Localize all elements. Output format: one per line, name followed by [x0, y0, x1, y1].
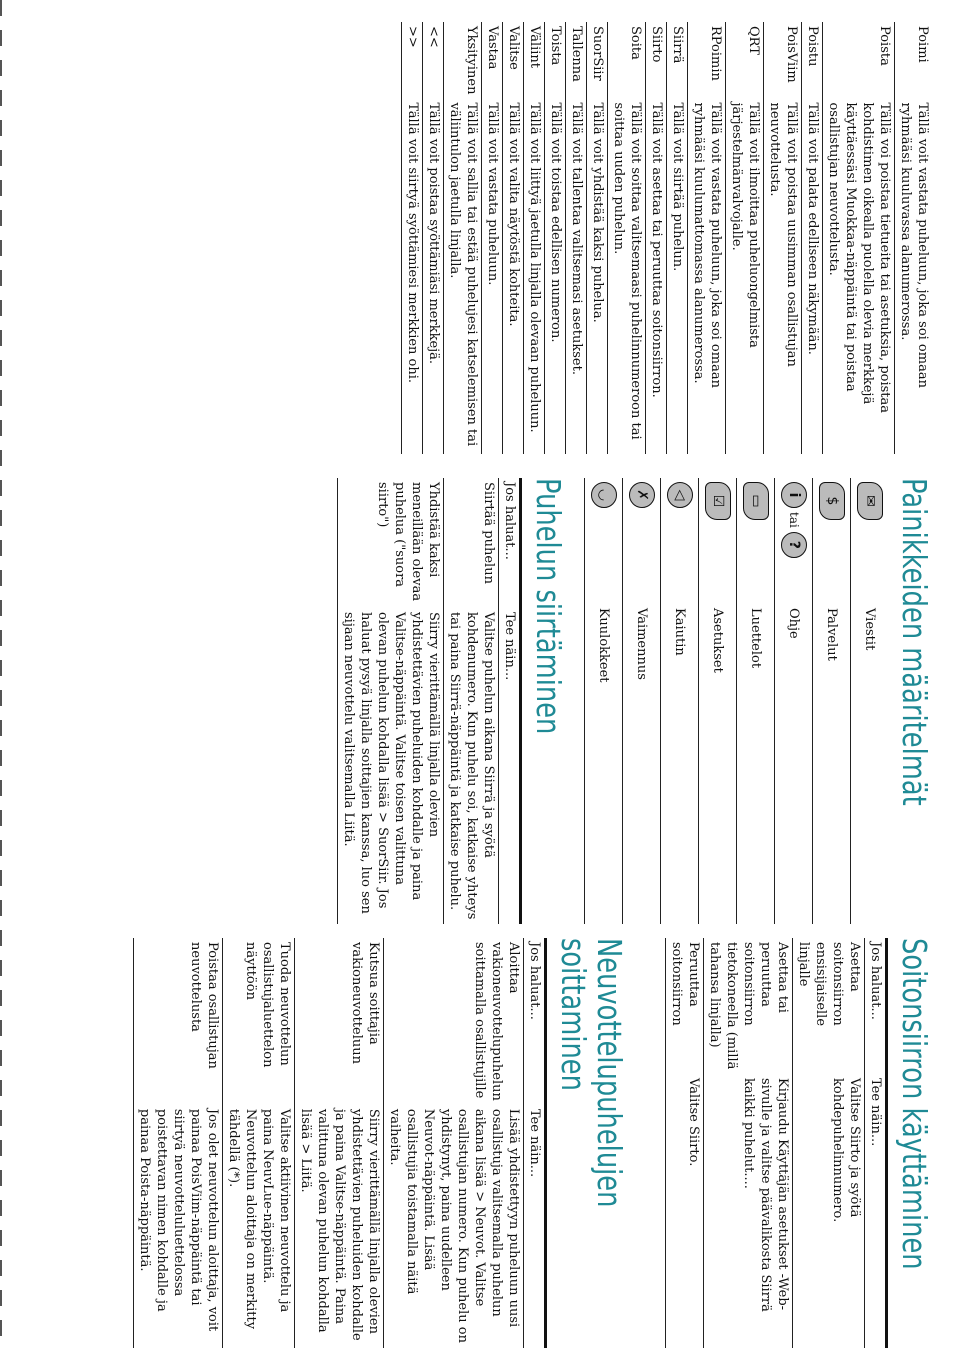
button-definitions-table	[584, 478, 888, 924]
row-description: Jos olet neuvottelun aloittaja, voit painaa PoisViim-näppäintä tai siirtyä neuvotteluluettelossa poistettavan nimen kohdalle ja painaa Poista-näppäintä.	[134, 1105, 223, 1348]
header-cell: Jos haluat...	[499, 478, 521, 608]
table-row	[802, 22, 823, 454]
table-row	[764, 22, 802, 454]
table-row	[295, 938, 384, 1348]
table-row	[646, 22, 667, 454]
row-description: Tällä voi poistaa tietueita tai asetuksia, poistaa kohdistimen oikealla puolella olevia merkkejä käyttäessäsi Muokkaa-näppäintä tai poistaa osallistujan neuvottelusta.	[823, 98, 895, 454]
button-label: Luettelot	[737, 604, 775, 924]
speaker-icon: ◁	[667, 482, 693, 508]
row-label: QRT	[726, 22, 764, 98]
row-label: Siirtää puhelun	[444, 478, 499, 608]
row-description: Kirjaudu Käyttäjän asetukset -Web-sivulle ja valitse päävalikosta Siirrä kaikki puhelut....	[704, 1074, 793, 1348]
row-description: Tällä voit asettaa tai peruuttaa soitonsiirron.	[646, 98, 667, 454]
row-description: Tällä voit ilmoittaa puheluongelmista järjestelmänvalvojalle.	[726, 98, 764, 454]
row-label: Valitse	[503, 22, 524, 98]
table-row	[775, 478, 813, 924]
button-label: Vaimennus	[623, 604, 661, 924]
row-description: Siirry vierittämällä linjalla olevien yhdistettävien puheluiden kohdalle ja paina Valitse-näppäintä. Valitse toisen valittuna olevan puhelun kohdalla lisää > SuorSiir. Jos haluat pysyä linjalla soittajien kanssa, luo sen sijaan neuvottelu valitsemalla Liitä.	[338, 608, 444, 924]
row-label: Asettaa tai peruuttaa soitonsiirron tietokoneella (millä tahansa linjalla)	[704, 938, 793, 1074]
table-header	[499, 478, 521, 924]
mute-icon: ✗	[629, 482, 655, 508]
table-row	[444, 478, 499, 924]
table-row	[134, 938, 223, 1348]
row-description: Valitse aktiivinen neuvottelu ja paina NeuvLue-näppäintä. Neuvottelun aloittaja on merkitty tähdellä (*).	[223, 1105, 295, 1348]
row-description: Tällä voit vastata puheluun, joka soi omaan ryhmääsi kuulumattomassa alanumerossa.	[688, 98, 726, 454]
table-row	[482, 22, 503, 454]
row-label: Asettaa soitonsiirron ensisijaiselle linjalle	[793, 938, 865, 1074]
button-label: Palvelut	[813, 604, 851, 924]
button-icon-cell	[775, 478, 813, 604]
table-row	[704, 938, 793, 1348]
transfer-section-title: Puhelun siirtäminen	[529, 478, 568, 735]
table-row	[545, 22, 566, 454]
row-description: Tällä voit vastata puheluun, joka soi omaan ryhmääsi kuuluvassa alanumerossa.	[895, 98, 933, 454]
header-cell: Tee näin...	[524, 1105, 546, 1348]
table-row	[623, 478, 661, 924]
table-row	[726, 22, 764, 454]
row-description: Tällä voit siirtää puhelun.	[667, 98, 688, 454]
table-row	[608, 22, 646, 454]
forward-section-title: Soitonsiirron käyttäminen	[895, 938, 934, 1270]
row-label: Vastaa	[482, 22, 503, 98]
button-icon-cell	[661, 478, 699, 604]
table-row	[667, 22, 688, 454]
row-label: Siirto	[646, 22, 667, 98]
table-row	[338, 478, 444, 924]
softkey-table	[401, 22, 932, 454]
help-icon: ?	[781, 532, 807, 558]
row-label: Siirrä	[667, 22, 688, 98]
row-label: Tallenna	[566, 22, 587, 98]
button-label: Kuulokkeet	[585, 604, 623, 924]
services-icon: $	[819, 482, 845, 520]
row-label: Aloittaa vakioneuvottelupuhelun soittamalla osallistujille	[384, 938, 524, 1105]
table-row	[585, 478, 623, 924]
table-row	[423, 22, 444, 454]
row-label: Tuoda neuvottelun osallistujaluettelon näyttöön	[223, 938, 295, 1105]
row-description: Tällä voit soittaa valitsemaasi puhelinnumeroon tai soittaa uuden puhelun.	[608, 98, 646, 454]
settings-icon: ☑	[705, 482, 731, 520]
row-label: <<	[423, 22, 444, 98]
button-icon-cell	[699, 478, 737, 604]
table-row	[402, 22, 423, 454]
row-description: Tällä voit palata edelliseen näkymään.	[802, 98, 823, 454]
middle-column	[319, 478, 932, 924]
table-row	[384, 938, 524, 1348]
row-label: RPoimin	[688, 22, 726, 98]
row-label: Poistu	[802, 22, 823, 98]
header-cell: Jos haluat...	[524, 938, 546, 1105]
table-row	[444, 22, 482, 454]
conference-table	[133, 938, 547, 1348]
table-row	[666, 938, 704, 1348]
row-label: Toista	[545, 22, 566, 98]
row-description: Tällä voit sallia tai estää puhelujesi katselemisen tai väliintulon jaetulla linjalla.	[444, 98, 482, 454]
header-cell: Jos haluat...	[865, 938, 887, 1074]
button-label: Kaiutin	[661, 604, 699, 924]
row-label: PoisViim	[764, 22, 802, 98]
row-description: Valitse Siirto.	[666, 1074, 704, 1348]
row-label: >>	[402, 22, 423, 98]
row-label: Peruuttaa soitonsiirron	[666, 938, 704, 1074]
conference-section-title: Neuvottelupuhelujen soittaminen	[554, 938, 629, 1208]
info-icon: i	[781, 482, 807, 508]
row-description: Siirry vierittämällä linjalla olevien yhdistettävien puheluiden kohdalle ja paina Valitse-näppäintä. Paina valittuna olevan puhelun kohdalla lisää > Liitä.	[295, 1105, 384, 1348]
table-header	[524, 938, 546, 1348]
transfer-table	[337, 478, 522, 924]
row-label: Soita	[608, 22, 646, 98]
table-row	[524, 22, 545, 454]
headset-icon: ◡	[591, 482, 617, 508]
button-icon-cell	[585, 478, 623, 604]
table-row	[699, 478, 737, 924]
row-description: Tällä voit siirtyä syöttämiesi merkkien ohi.	[402, 98, 423, 454]
row-description: Tällä voit tallentaa valitsemasi asetukset.	[566, 98, 587, 454]
row-description: Lisää yhdistettyyn puheluun uusi osallistuja valitsemalla puhelun aikana lisää > Neuvot. Valitse osallistujan numero. Kun puhelu on yhdistynyt, paina uudelleen Neuvot-näppäintä. Lisää osallistujia toistamalla näitä vaiheita.	[384, 1105, 524, 1348]
table-row	[813, 478, 851, 924]
row-description: Tällä voit valita näytöstä kohteita.	[503, 98, 524, 454]
buttons-section-title: Painikkeiden määritelmät	[895, 478, 934, 806]
table-row	[587, 22, 608, 454]
row-label: Yksityinen	[444, 22, 482, 98]
row-description: Tällä voit liittyä jaetulla linjalla olevaan puheluun.	[524, 98, 545, 454]
right-column	[115, 938, 932, 1348]
directories-icon: ▭	[743, 482, 769, 520]
button-icon-cell	[623, 478, 661, 604]
row-description: Tällä voit toistaa edellisen numeron.	[545, 98, 566, 454]
row-description: Tällä voit vastata puheluun.	[482, 98, 503, 454]
button-label: Viestit	[851, 604, 889, 924]
messages-icon: ✉	[857, 482, 883, 520]
row-label: Yhdistää kaksi meneillään olevaa puhelua ("suora siirto")	[338, 478, 444, 608]
row-label: Väliint	[524, 22, 545, 98]
header-cell: Tee näin...	[499, 608, 521, 924]
row-description: Tällä voit poistaa syöttämiäsi merkkejä.	[423, 98, 444, 454]
table-row	[895, 22, 933, 454]
or-label: tai	[787, 512, 802, 528]
row-description: Tällä voit poistaa uusimman osallistujan neuvottelusta.	[764, 98, 802, 454]
row-label: SuorSiir	[587, 22, 608, 98]
header-cell: Tee näin...	[865, 1074, 887, 1348]
button-label: Ohje	[775, 604, 813, 924]
table-row	[851, 478, 889, 924]
table-row	[823, 22, 895, 454]
softkey-column	[401, 22, 932, 454]
row-label: Poista	[823, 22, 895, 98]
row-label: Poimi	[895, 22, 933, 98]
button-icon-cell	[737, 478, 775, 604]
row-description: Valitse Siirto ja syötä kohdepuhelinnumero.	[793, 1074, 865, 1348]
button-label: Asetukset	[699, 604, 737, 924]
row-label: Kutsua soittajia vakioneuvotteluun	[295, 938, 384, 1105]
forward-table	[665, 938, 888, 1348]
row-description: Tällä voit yhdistää kaksi puhelua.	[587, 98, 608, 454]
button-icon-cell	[851, 478, 889, 604]
table-row	[503, 22, 524, 454]
table-row	[661, 478, 699, 924]
table-row	[688, 22, 726, 454]
button-icon-cell	[813, 478, 851, 604]
table-row	[566, 22, 587, 454]
row-description: Valitse puhelun aikana Siirrä ja syötä kohdenumero. Kun puhelu soi, katkaise yhteys tai paina Siirrä-näppäintä ja katkaise puhelu.	[444, 608, 499, 924]
table-header	[865, 938, 887, 1348]
table-row	[793, 938, 865, 1348]
table-row	[737, 478, 775, 924]
table-row	[223, 938, 295, 1348]
row-label: Poistaa osallistujan neuvottelusta	[134, 938, 223, 1105]
